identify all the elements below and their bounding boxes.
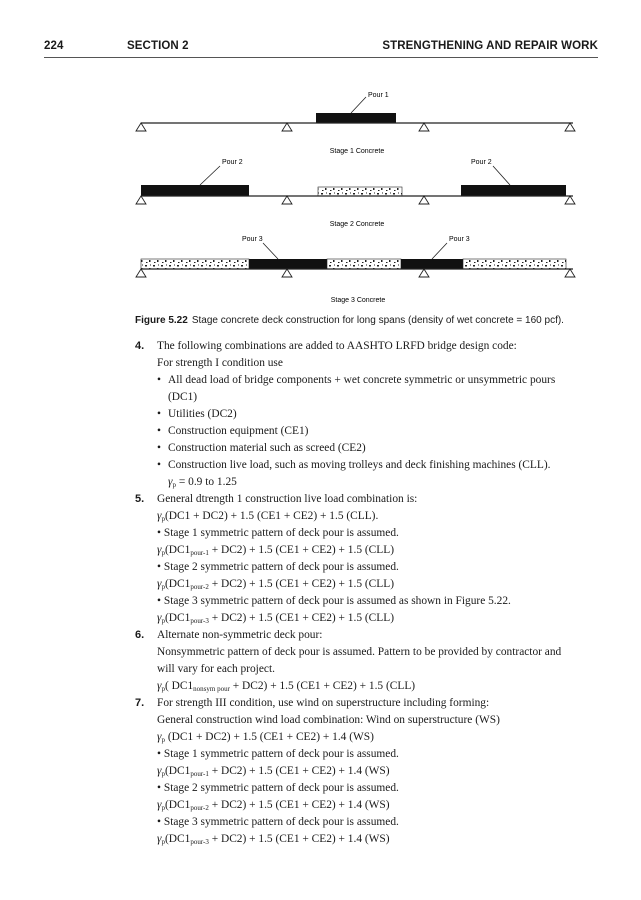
caption-text: Stage concrete deck construction for long spans (density of wet concrete = 160 pcf). (191, 315, 564, 326)
gamma-range: $\gamma_p = 0.9$ to 1.25 (168, 476, 237, 489)
pour-1-label: Pour 1 (368, 92, 389, 99)
pour-1-cured-block (327, 259, 401, 269)
list-item: • Stage 1 symmetric pattern of deck pour is assumed. (157, 748, 399, 760)
pour-2-left-cured (141, 259, 249, 269)
pour-1-leader (351, 97, 366, 113)
chapter-title: STRENGTHENING AND REPAIR WORK (382, 40, 598, 52)
support-icon (136, 196, 575, 204)
item-text: Nonsymmetric pattern of deck pour is assumed. Pattern to be provided by contractor and (157, 646, 562, 658)
pour-3-right-leader (432, 243, 447, 259)
list-item: • Stage 2 symmetric pattern of deck pour is assumed. (157, 782, 399, 794)
pour-1-cured-block (318, 187, 402, 196)
list-item-continuation: (DC1) (168, 391, 198, 403)
item-number: 6. (135, 629, 145, 641)
support-icon (136, 269, 575, 277)
formula: $\gamma_p(DC1_{pour-1} + DC2) + 1.5$ (CE1 + CE2) + 1.5 (CLL) (157, 544, 394, 557)
formula: $\gamma_p(DC1_{pour-3} + DC2) + 1.5$ (CE1 + CE2) + 1.4 (WS) (157, 833, 390, 846)
pour-3-left-label: Pour 3 (242, 236, 263, 243)
item-number: 7. (135, 697, 145, 709)
item-lead: Alternate non-symmetric deck pour: (157, 629, 323, 641)
pour-2-right-cured (463, 259, 566, 269)
formula: $\gamma_p(DC1_{pour-3} + DC2) + 1.5$ (CE1 + CE2) + 1.5 (CLL) (157, 612, 394, 625)
stage-1-label: Stage 1 Concrete (329, 148, 385, 155)
stage-3-diagram (136, 236, 575, 304)
section-label: SECTION 2 (127, 40, 189, 52)
list-item: • Construction equipment (CE1) (157, 425, 309, 437)
stage-3-label: Stage 3 Concrete (330, 297, 386, 304)
pour-3-right-label: Pour 3 (449, 236, 470, 243)
support-icon (136, 123, 575, 131)
item-text: For strength I condition use (157, 357, 283, 369)
list-item: • Stage 3 symmetric pattern of deck pour is assumed. (157, 816, 399, 828)
running-header (44, 40, 598, 58)
formula: $\gamma_p(DC1_{pour-1} + DC2) + 1.5$ (CE1 + CE2) + 1.4 (WS) (157, 765, 390, 778)
list-item: • Construction material such as screed (CE2) (157, 442, 366, 454)
pour-2-right-label: Pour 2 (471, 159, 492, 166)
stage-2-label: Stage 2 Concrete (329, 221, 385, 228)
formula: $\gamma_p$ (DC1 + DC2) + 1.5 (CE1 + CE2) + 1.4 (WS) (157, 731, 374, 744)
pour-2-right-leader (493, 166, 510, 185)
list-item: • Stage 1 symmetric pattern of deck pour is assumed. (157, 527, 399, 539)
pour-3-left-block (249, 259, 327, 269)
page-number: 224 (44, 40, 64, 52)
staged-pour-figure (0, 80, 641, 310)
pour-3-right-block (401, 259, 463, 269)
pour-2-right-block (461, 185, 566, 196)
item-lead: For strength III condition, use wind on superstructure including forming: (157, 697, 490, 709)
item-lead: The following combinations are added to AASHTO LRFD bridge design code: (157, 340, 517, 352)
list-item: • Stage 2 symmetric pattern of deck pour is assumed. (157, 561, 399, 573)
figure-number: Figure 5.22 (135, 315, 188, 326)
stage-1-diagram (136, 92, 575, 155)
header-rule (44, 57, 598, 58)
pour-2-left-leader (200, 166, 220, 185)
formula: $\gamma_p$( $DC1_{nonsym pour} + DC2) + 1.5$ (CE1 + CE2) + 1.5 (CLL) (157, 680, 416, 693)
formula: $\gamma_p(DC1 + DC2) + 1.5$ (CE1 + CE2) + 1.5 (CLL). (157, 510, 379, 523)
formula: $\gamma_p(DC1_{pour-2} + DC2) + 1.5$ (CE1 + CE2) + 1.4 (WS) (157, 799, 390, 812)
figure-caption (135, 315, 605, 326)
pour-1-block (316, 113, 396, 123)
item-number: 4. (135, 340, 145, 352)
item-number: 5. (135, 493, 145, 505)
list-item: • All dead load of bridge components + wet concrete symmetric or unsymmetric pours (157, 374, 556, 386)
pour-3-left-leader (263, 243, 278, 259)
list-item: • Construction live load, such as moving trolleys and deck finishing machines (CLL). (157, 459, 551, 471)
list-item: • Stage 3 symmetric pattern of deck pour is assumed as shown in Figure 5.22. (157, 595, 511, 607)
stage-2-diagram (136, 159, 575, 228)
formula: $\gamma_p(DC1_{pour-2} + DC2) + 1.5$ (CE1 + CE2) + 1.5 (CLL) (157, 578, 394, 591)
item-text: will vary for each project. (157, 663, 275, 675)
pour-2-left-label: Pour 2 (222, 159, 243, 166)
pour-2-left-block (141, 185, 249, 196)
list-item: • Utilities (DC2) (157, 408, 237, 420)
item-text: General construction wind load combination: Wind on superstructure (WS) (157, 714, 500, 726)
item-lead: General dtrength 1 construction live load combination is: (157, 493, 418, 505)
